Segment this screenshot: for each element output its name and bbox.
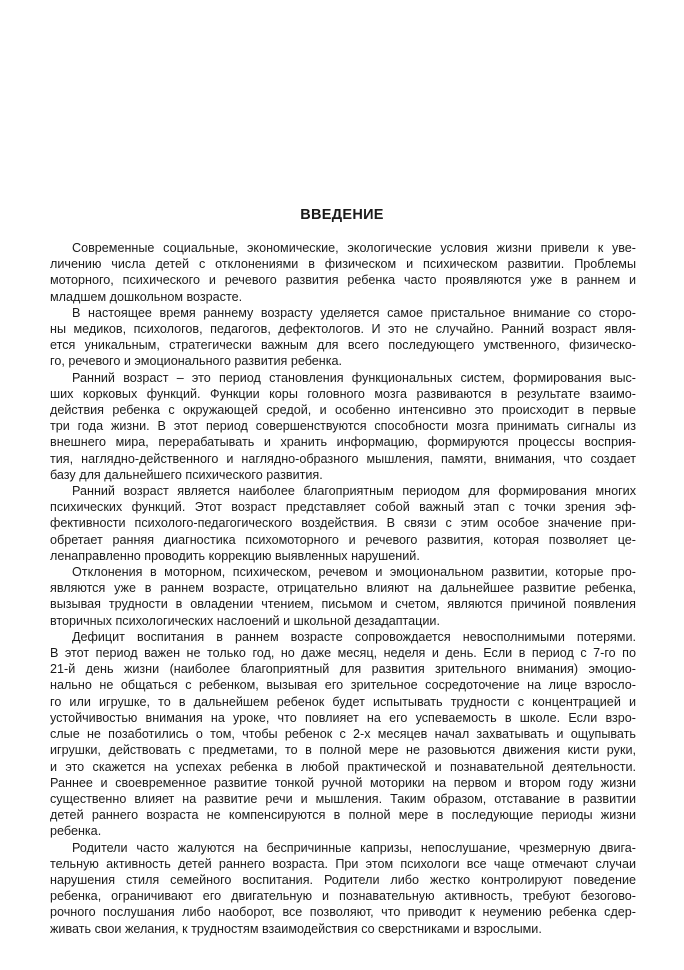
paragraph-line: базу для дальнейшего психического развития. [50,467,323,482]
paragraph-line: действия ребенка с окружающей средой, и особенно интенсивно это происходит в первые [50,403,636,418]
paragraph-line: В настоящее время раннему возрасту уделяется самое пристальное внимание со сторо- [72,305,636,320]
paragraph-line: ется уникальным, стратегически важным для всего последующего умственного, физическо- [50,338,636,353]
paragraph-line: го или игрушке, то в дальнейшем ребенок будет испытывать трудности с концентрацией и [50,694,636,709]
paragraph-line: ших корковых функций. Функции коры головного мозга развиваются в результате взаимо- [50,386,636,401]
paragraph-line: и это скажется на успехах ребенка в любой практической и познавательной деятельности. [50,759,636,774]
paragraph-line: существенно влияет на развитие речи и мышления. Таким образом, отставание в развитии [50,791,636,806]
paragraph-line: 21-й день жизни (наиболее благоприятный для развития зрительного внимания) эмоцио- [50,662,636,677]
paragraph-line: ны медиков, психологов, педагогов, дефектологов. И это не случайно. Ранний возраст явля- [50,322,636,337]
paragraph-line: рочного послушания либо наоборот, все позволяют, что приводит к неумению ребенка сдер- [50,905,636,920]
paragraph-line: Родители часто жалуются на беспричинные капризы, непослушание, чрезмерную двига- [72,840,636,855]
paragraph [50,483,636,564]
paragraph [50,840,636,937]
paragraph-line: Дефицит воспитания в раннем возрасте сопровождается невосполнимыми потерями. [72,629,636,644]
document-body [50,240,636,937]
paragraph-line: игрушки, действовать с предметами, то в полной мере не разовьются движения кисти руки, [50,743,636,758]
paragraph-line: нарушения стиля семейного воспитания. Родители либо жестко контролируют поведение [50,872,636,887]
paragraph [50,240,636,305]
paragraph-line: ребенка. [50,824,102,839]
paragraph-line: ленаправленно проводить коррекцию выявленных нарушений. [50,548,420,563]
page-title: ВВЕДЕНИЕ [300,207,384,223]
paragraph-line: являются уже в раннем возрасте, отрицательно влияют на дальнейшее развитие ребенка, [50,581,636,596]
paragraph-line: фективности психолого-педагогического воздействия. В связи с этим особое значение при- [50,516,636,531]
paragraph [50,305,636,370]
paragraph-line: устойчивостью внимания на уроке, что повлияет на его успеваемость в школе. Если взро- [50,710,636,725]
paragraph-line: вызывая трудности в овладении чтением, письмом и счетом, являются причиной появления [50,597,636,612]
paragraph-line: тия, наглядно-действенного и наглядно-образного мышления, памяти, внимания, что создает [50,451,636,466]
paragraph-line: тельную активность детей раннего возраста. При этом психологи все чаще отмечают случаи [50,856,636,871]
paragraph-line: Отклонения в моторном, психическом, речевом и эмоциональном развитии, которые про- [72,565,636,580]
paragraph-line: личению числа детей с отклонениями в физическом и психическом развитии. Проблемы [50,257,636,272]
paragraph-line: вторичных психологических наслоений и школьной дезадаптации. [50,613,440,628]
paragraph-line: живать свои желания, к трудностям взаимодействия со сверстниками и взрослыми. [50,921,542,936]
paragraph-line: психических функций. Этот возраст представляет собой важный этап с точки зрения эф- [50,500,636,515]
paragraph-line: Ранний возраст является наиболее благоприятным периодом для формирования многих [72,484,636,499]
paragraph-line: три года жизни. В этот период совершенствуются способности мозга принимать сигналы из [50,419,636,434]
paragraph-line: обретает ранняя диагностика психомоторного и речевого развития, которая позволяет це- [50,532,636,547]
paragraph-line: нально не общаться с ребенком, вызывая его зрительное сосредоточение на лице взросло- [50,678,636,693]
paragraph-line: внешнего мира, перерабатывать и хранить информацию, формируются процессы восприя- [50,435,636,450]
paragraph [50,564,636,629]
paragraph-line: слые не позаботились о том, чтобы ребенок с 2-х месяцев начал захватывать и ощупывать [50,727,636,742]
paragraph-line: Современные социальные, экономические, экологические условия жизни привели к уве- [72,241,636,255]
paragraph [50,629,636,840]
paragraph-line: го, речевого и эмоционального развития ребенка. [50,354,343,369]
paragraph-line: младшем дошкольном возрасте. [50,289,243,304]
paragraph-line: детей раннего возраста не компенсируются в полной мере в последующие периоды жизни [50,808,636,823]
paragraph [50,370,636,483]
paragraph-line: Раннее и своевременное развитие тонкой ручной моторики на первом и втором году жизни [50,775,636,790]
paragraph-line: моторного, психического и речевого развития ребенка часто проявляются уже в раннем и [50,273,636,288]
paragraph-line: Ранний возраст – это период становления функциональных систем, формирования выс- [72,370,636,385]
paragraph-line: ребенка, ограничивают его двигательную и познавательную активность, требуют безогово- [50,889,636,904]
paragraph-line: В этот период важен не только год, но даже месяц, неделя и день. Если в период с 7-го по [50,646,636,661]
